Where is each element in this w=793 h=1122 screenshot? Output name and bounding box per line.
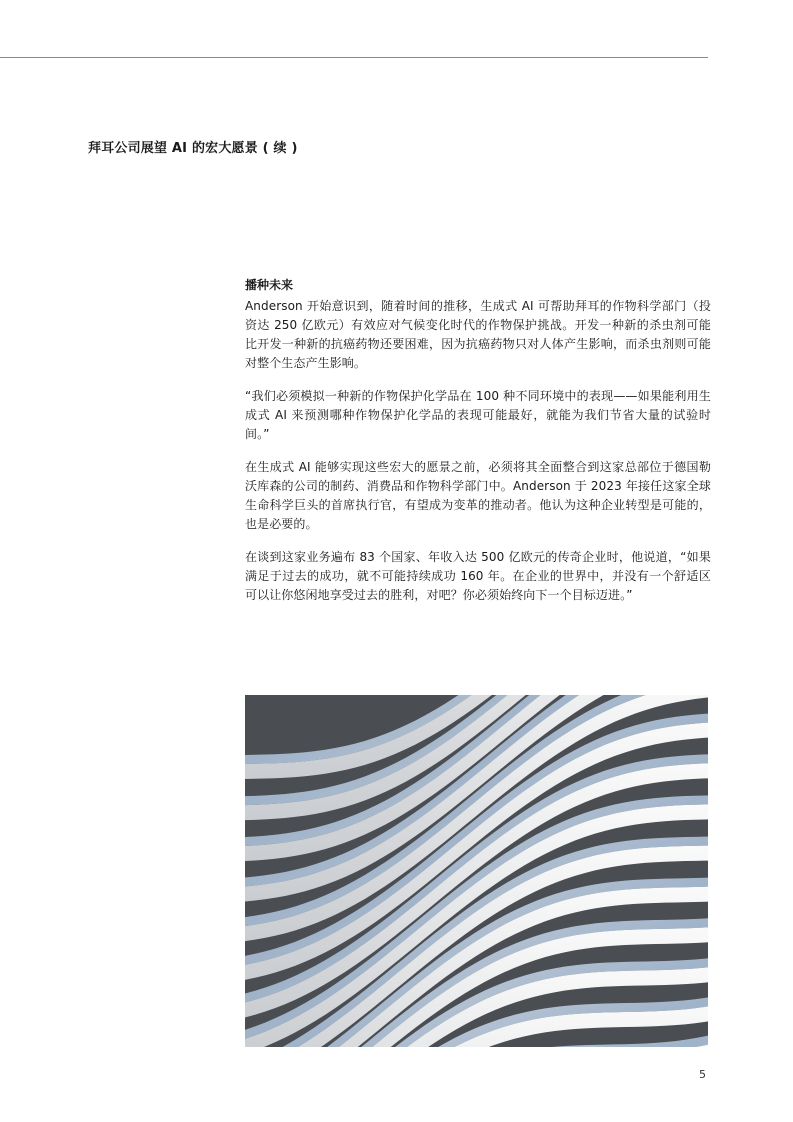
curved-building-facade-image [245,695,708,1047]
page-number: 5 [699,1068,706,1081]
article-paragraph-2: “我们必须模拟一种新的作物保护化学品在 100 种不同环境中的表现——如果能利用生成式 AI 来预测哪种作物保护化学品的表现可能最好，就能为我们节省大量的试验时间。” [245,389,711,441]
section-title: 拜耳公司展望 AI 的宏大愿景 ( 续 ) [88,141,298,156]
article-heading: 播种未来 [245,278,294,292]
architecture-photo [245,695,708,1047]
article-body [245,276,711,619]
article-paragraph-1: Anderson 开始意识到，随着时间的推移，生成式 AI 可帮助拜耳的作物科学部门（投资达 250 亿欧元）有效应对气候变化时代的作物保护挑战。开发一种新的杀虫剂可能比开发一种新的抗癌药物还要困难，因为抗癌药物只对人体产生影响，而杀虫剂则可能对整个生态产生影响。 [245,299,711,370]
article-paragraph-3: 在生成式 AI 能够实现这些宏大的愿景之前，必须将其全面整合到这家总部位于德国勒沃库森的公司的制药、消费品和作物科学部门中。Anderson 于 2023 年接任这家全球生命科学巨头的首席执行官，有望成为变革的推动者。他认为这种企业转型是可能的，也是必要的。 [245,460,711,531]
top-divider [0,57,708,58]
article-paragraph-4: 在谈到这家业务遍布 83 个国家、年收入达 500 亿欧元的传奇企业时，他说道，“如果满足于过去的成功，就不可能持续成功 160 年。在企业的世界中，并没有一个舒适区可以让你悠闲地享受过去的胜利，对吧？你必须始终向下一个目标迈进。” [245,550,711,602]
